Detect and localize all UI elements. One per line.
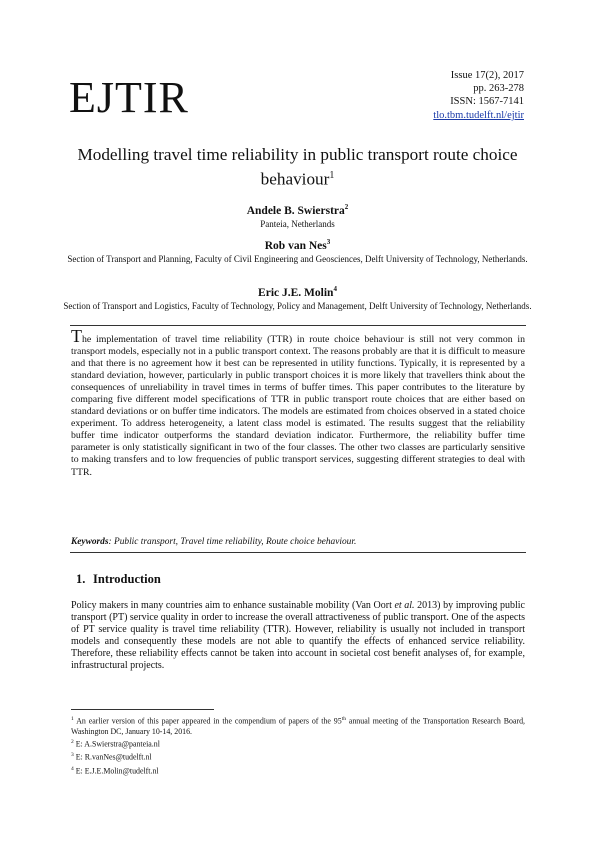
- journal-url-link[interactable]: tlo.tbm.tudelft.nl/ejtir: [433, 109, 524, 121]
- intro-paragraph: Policy makers in many countries aim to enhance sustainable mobility (Van Oort et al. 2013) by improving public transport (PT) service quality in order to increase the overall attractiveness of public transport. One of the aspects of PT service quality is travel time reliability (TTR). However, reliability is usually not included in transport models and consequently these models are not able to quantify the effects of enhanced service reliability. Therefore, these reliability effects cannot be taken into account in societal cost benefit analyses of, for example, infrastructural projects.: [71, 600, 525, 671]
- keywords: [71, 536, 525, 548]
- abstract-drop-cap: T: [71, 326, 82, 346]
- footnote-2: $^2$ E: A.Swierstra@panteia.nl: [71, 739, 160, 750]
- abstract-text: he implementation of travel time reliability (TTR) in route choice behaviour is still not very common in transport models, especially not in a public transport context. The reasons probably are that it is difficult to measure and that there is no agreement how it best can be represented in utility functions. Typically, it is represented by a standard deviation, however, particularly in public transport choices it is more likely that travellers think about the consequences of unreliability in travel times in terms of buffer times. This paper contributes to the literature by comparing five different model specifications of TTR in public transport route choices that are either based on standard deviations or on buffer time indicators. The models are estimated from choices observed in a stated choice experiment. To address heterogeneity, a latent class model is estimated. The results suggest that the reliability buffer time indicator outperforms the standard deviation indicator. Furthermore, the reliability buffer time parameter is only statistically significant in two of the four classes. The other two classes are particularly sensitive to making transfers and to low frequencies of public transport services, suggesting different strategies to deal with TTR.: [71, 334, 525, 478]
- section-heading: [76, 572, 161, 587]
- keywords-label: Keywords: [71, 537, 109, 547]
- issue-info: [433, 69, 524, 122]
- paper-title-text: Modelling travel time reliability in public transport route choice behaviour: [77, 145, 518, 189]
- abstract-top-rule: [70, 325, 526, 326]
- keywords-text: : Public transport, Travel time reliability, Route choice behaviour.: [108, 537, 357, 547]
- footnote-4: $^4$ E: E.J.E.Molin@tudelft.nl: [71, 765, 159, 776]
- footnote-email[interactable]: E: E.J.E.Molin@tudelft.nl: [73, 766, 159, 776]
- author-name: Andele B. Swierstra$^2$: [246, 203, 349, 217]
- page-range: pp. 263-278: [473, 83, 524, 95]
- abstract: [71, 326, 525, 479]
- section-title: Introduction: [93, 572, 161, 586]
- footnote-1: $^1$ An earlier version of this paper appeared in the compendium of papers of the 95th annual meeting of the Transportation Research Board, Washington DC, January 10-14, 2016.: [71, 716, 525, 737]
- author-affiliation: Panteia, Netherlands: [260, 218, 335, 229]
- author-name: Rob van Nes$^3$: [264, 238, 331, 252]
- author-block-1: [60, 200, 535, 230]
- abstract-bottom-rule: [70, 552, 526, 553]
- footnote-rule: [71, 709, 214, 710]
- author-affiliation: Section of Transport and Logistics, Faculty of Technology, Policy and Management, Delft University of Technology, Netherlands.: [63, 300, 532, 311]
- footnote-email[interactable]: E: A.Swierstra@panteia.nl: [73, 740, 160, 750]
- author-affiliation: Section of Transport and Planning, Faculty of Civil Engineering and Geosciences, Delft University of Technology, Netherlands.: [67, 253, 528, 264]
- author-block-2: [60, 235, 535, 265]
- journal-logo: EJTIR: [69, 73, 189, 122]
- footnote-email[interactable]: E: R.vanNes@tudelft.nl: [73, 753, 152, 763]
- issue-number: Issue 17(2), 2017: [450, 70, 524, 81]
- title-footnote-mark[interactable]: 1: [329, 170, 335, 181]
- footnotes: [71, 714, 525, 777]
- issn: ISSN: 1567-7141: [450, 96, 524, 108]
- author-name: Eric J.E. Molin$^4$: [258, 285, 337, 299]
- section-number: 1.: [76, 572, 86, 586]
- author-block-3: [60, 282, 535, 312]
- footnote-3: $^3$ E: R.vanNes@tudelft.nl: [71, 752, 152, 763]
- paper-title: [60, 144, 535, 190]
